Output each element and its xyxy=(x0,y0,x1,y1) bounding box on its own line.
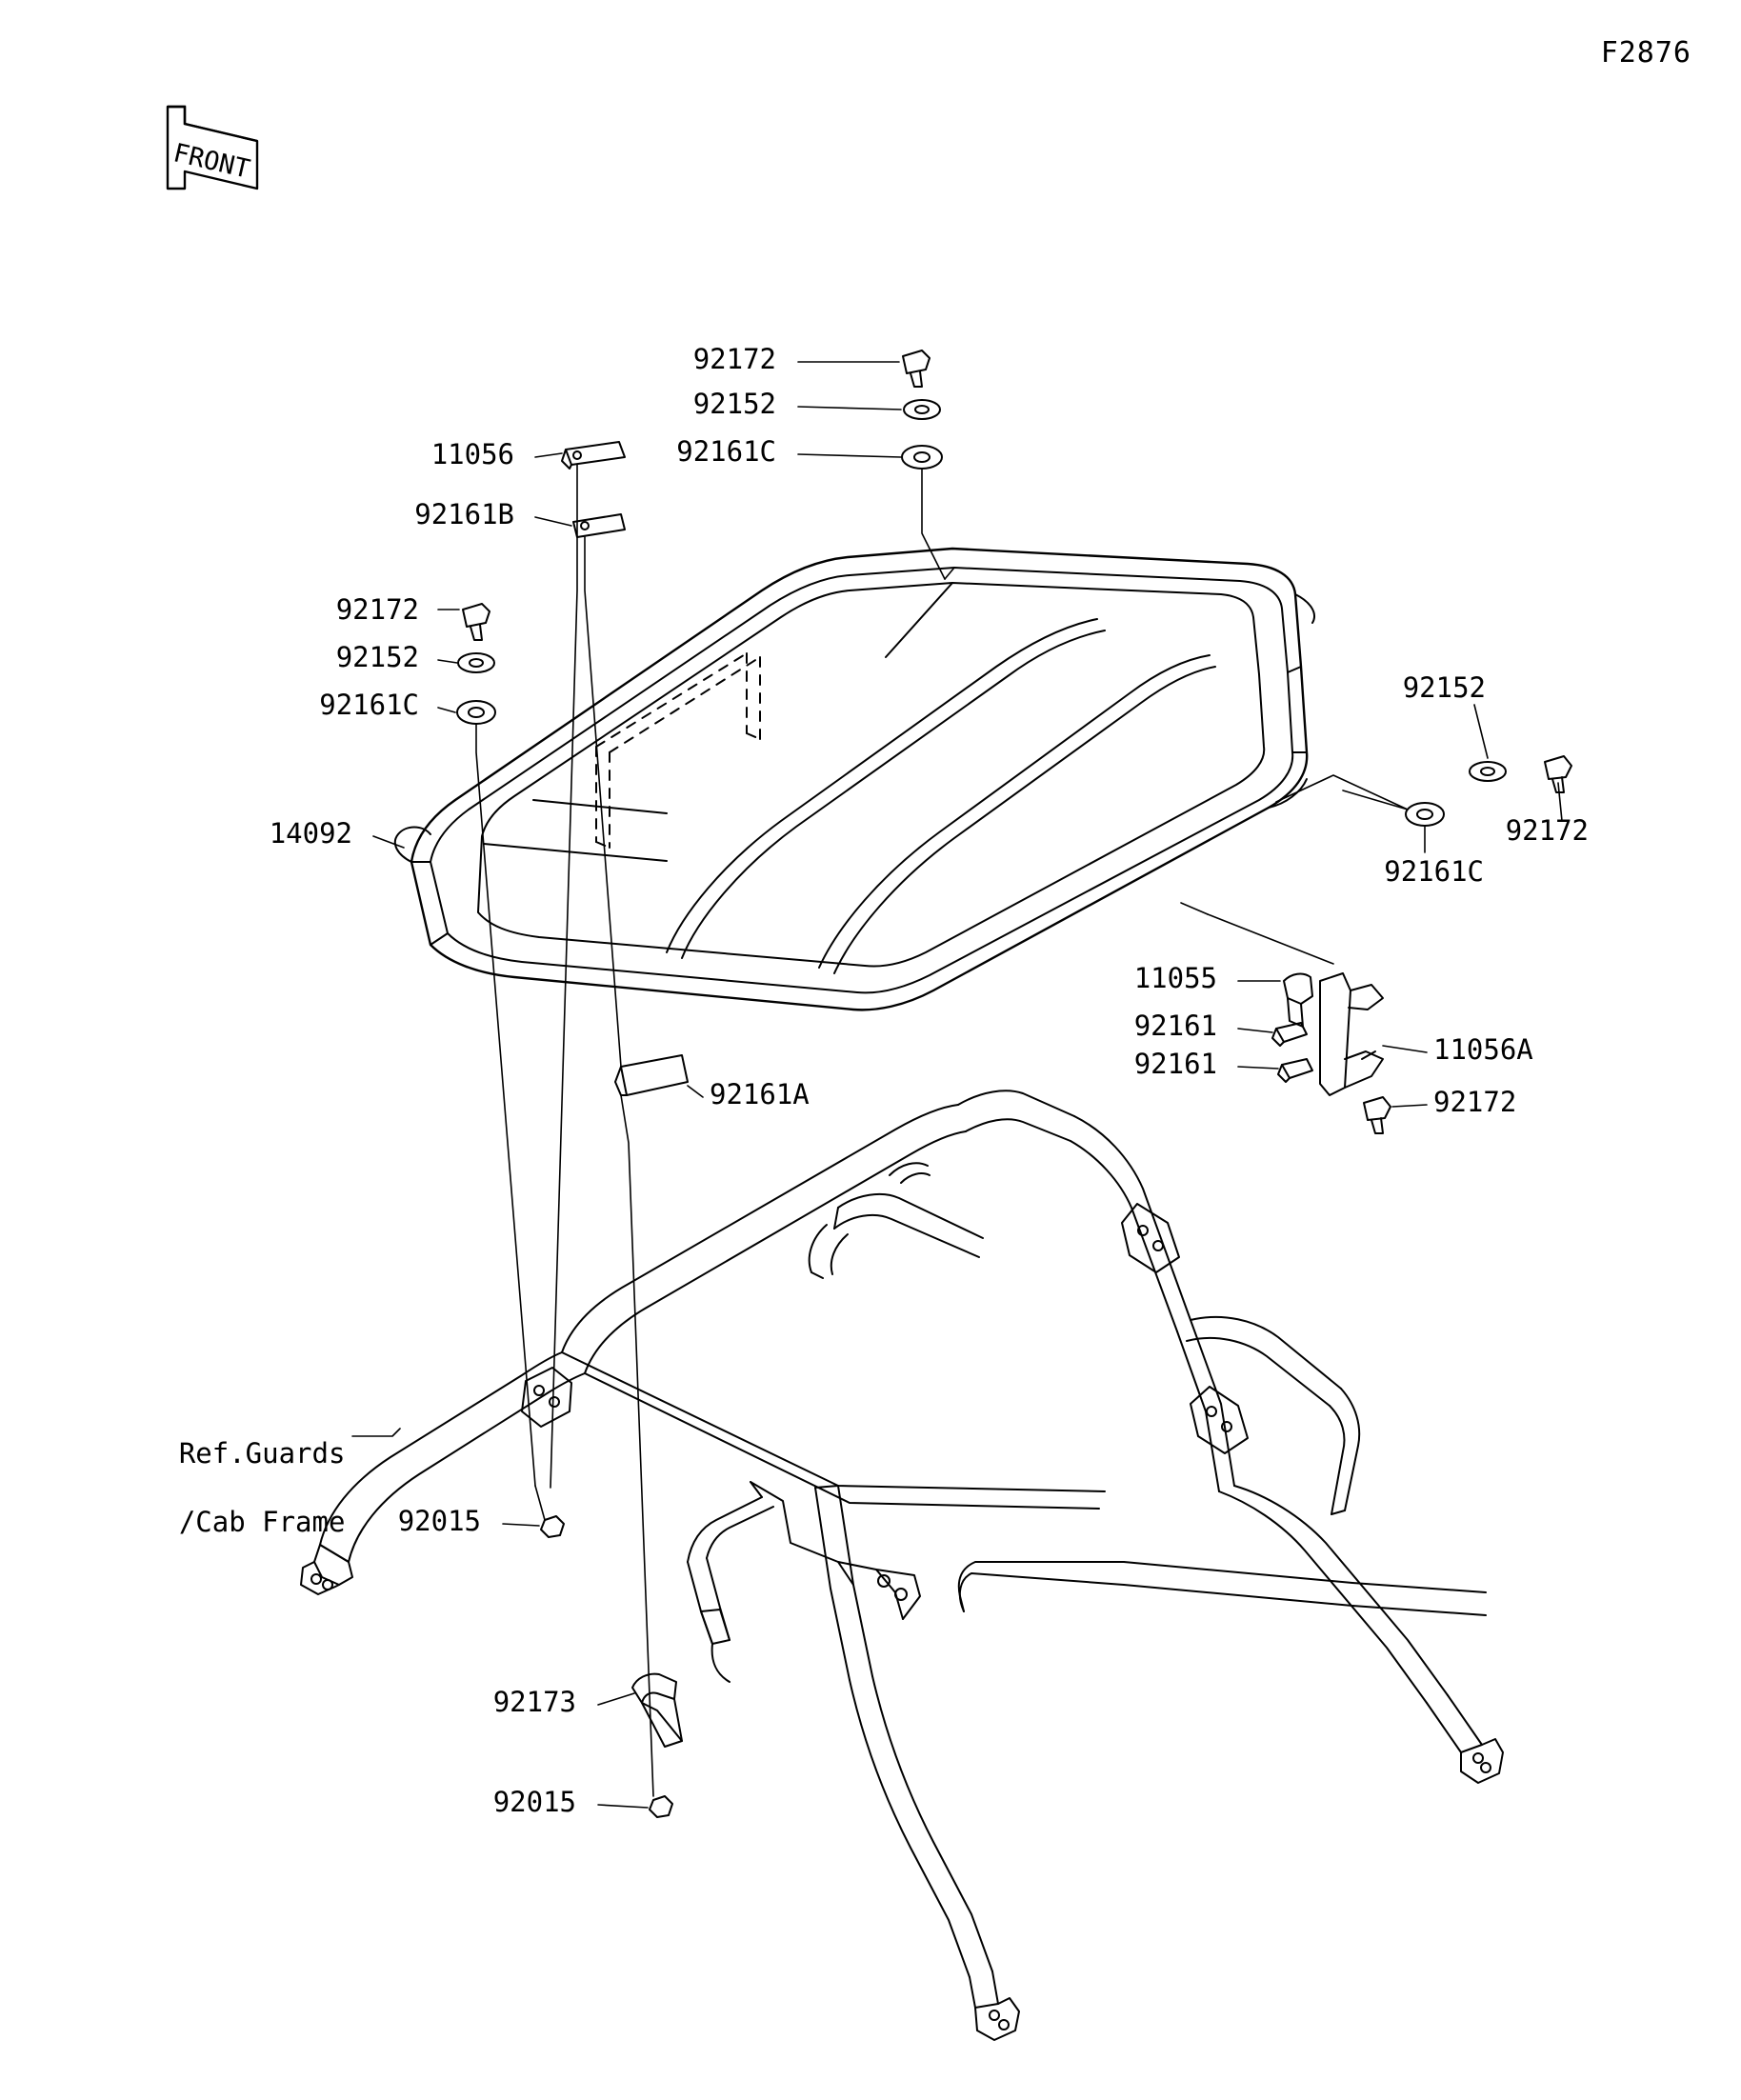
part-callout-92172: 92172 xyxy=(692,343,776,375)
reference-line-2: /Cab Frame xyxy=(178,1506,346,1538)
part-callout-92173: 92173 xyxy=(492,1686,576,1718)
part-callout-92152: 92152 xyxy=(335,641,419,673)
front-direction-badge xyxy=(141,95,274,208)
part-callout-92015: 92015 xyxy=(397,1505,481,1537)
part-callout-92161c: 92161C xyxy=(676,435,776,468)
part-callout-11056a: 11056A xyxy=(1433,1033,1533,1066)
part-callout-92161a: 92161A xyxy=(710,1078,810,1110)
part-callout-92172: 92172 xyxy=(1433,1086,1517,1118)
reference-guards-cab-frame-label xyxy=(112,1402,345,1573)
part-callout-14092: 14092 xyxy=(269,817,352,850)
part-callout-92161: 92161 xyxy=(1133,1010,1217,1042)
part-callout-92172: 92172 xyxy=(335,593,419,626)
part-callout-11055: 11055 xyxy=(1133,962,1217,994)
part-callout-92172: 92172 xyxy=(1505,814,1589,847)
part-callout-92152: 92152 xyxy=(1402,671,1486,704)
figure-code: F2876 xyxy=(1600,36,1691,70)
part-callout-92161c: 92161C xyxy=(319,689,419,721)
front-arrow-icon xyxy=(141,95,274,208)
part-callout-11056: 11056 xyxy=(430,438,514,470)
svg-text:FRONT: FRONT xyxy=(170,138,253,185)
part-callout-92015: 92015 xyxy=(492,1786,576,1818)
part-callout-92152: 92152 xyxy=(692,388,776,420)
part-callout-92161b: 92161B xyxy=(414,498,514,530)
reference-line-1: Ref.Guards xyxy=(178,1437,346,1470)
part-callout-92161c: 92161C xyxy=(1384,855,1484,888)
part-callout-92161: 92161 xyxy=(1133,1048,1217,1080)
